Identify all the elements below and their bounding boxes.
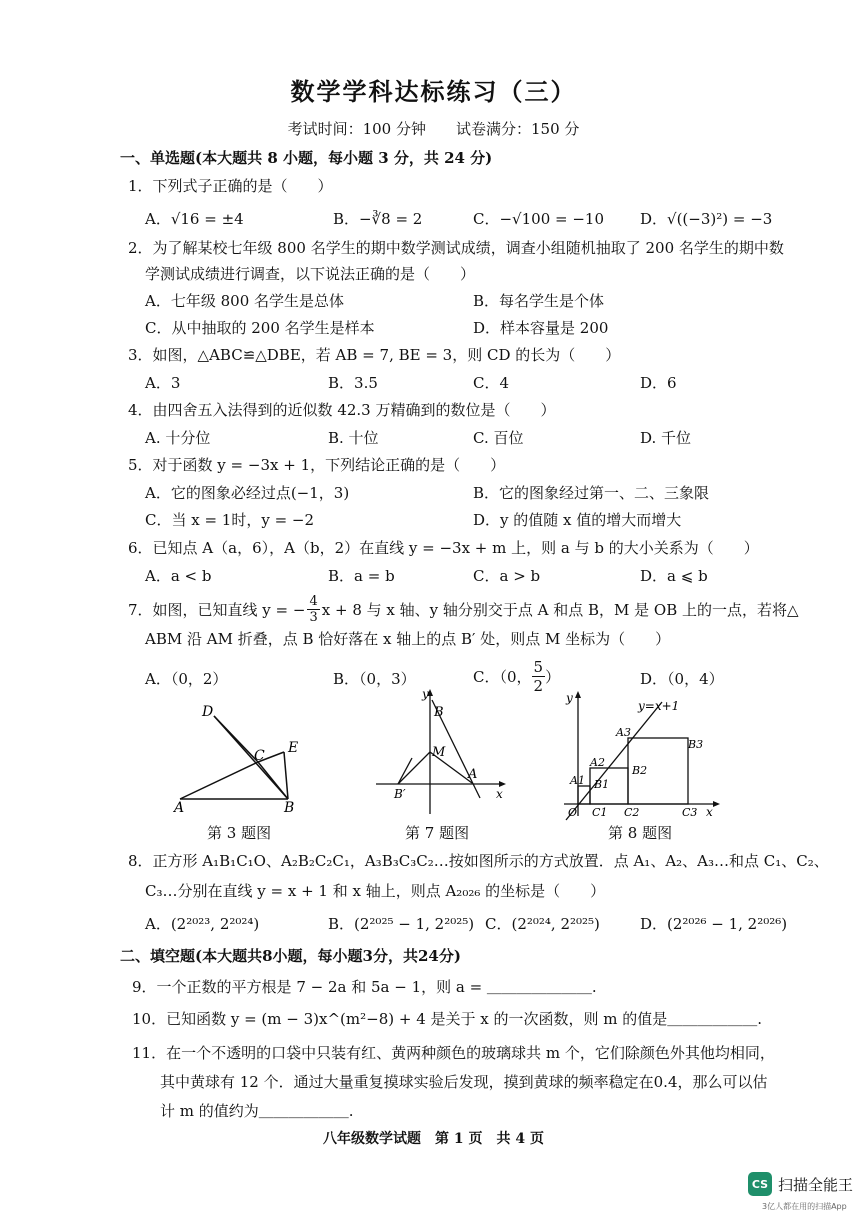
q7-optc-post: ）	[545, 668, 561, 686]
scanner-app-tagline: 3亿人都在用的扫描App	[762, 1202, 847, 1211]
fig7-seg-bpm	[398, 752, 430, 784]
figure-7-caption: 第 7 题图	[405, 824, 470, 842]
fig7-label-a: A	[468, 767, 478, 782]
question-2-line2: 学测试成绩进行调查，以下说法正确的是（ ）	[145, 265, 476, 283]
q7-option-b: B．（0，3）	[333, 670, 416, 688]
exam-info: 考试时间：100 分钟 试卷满分：150 分	[287, 120, 580, 138]
q2-option-a: A．七年级 800 名学生是总体	[145, 292, 345, 310]
fig8-label-c2: C2	[624, 806, 640, 819]
fig8-label-c1: C1	[592, 806, 608, 819]
fig8-y-arrow	[575, 691, 581, 698]
q6-option-b: B．a = b	[328, 567, 395, 585]
q6-option-c: C．a > b	[473, 567, 541, 585]
fig7-seg-bpb	[398, 758, 412, 784]
q6-option-a: A．a < b	[145, 567, 212, 585]
fig3-seg-ac	[180, 762, 258, 799]
question-4-stem: 4．由四舍五入法得到的近似数 42.3 万精确到的数位是（ ）	[128, 401, 556, 419]
q5-option-a: A．它的图象必经过点(−1，3)	[145, 484, 350, 502]
q7-optc-den: 2	[533, 677, 544, 695]
q5-option-d: D．y 的值随 x 值的增大而增大	[473, 511, 682, 529]
fig8-label-c3: C3	[682, 806, 698, 819]
page-title: 数学学科达标练习（三）	[290, 78, 577, 106]
q4-option-c: C. 百位	[473, 429, 524, 447]
question-5-stem: 5．对于函数 y = −3x + 1，下列结论正确的是（ ）	[128, 456, 506, 474]
q7-option-d: D．（0，4）	[640, 670, 724, 688]
figure-8	[558, 688, 724, 822]
q7-option-a: A．（0，2）	[145, 670, 228, 688]
q5-option-c: C．当 x = 1时，y = −2	[145, 511, 315, 529]
fig7-label-m: M	[432, 745, 446, 760]
fig3-label-e: E	[288, 740, 299, 756]
fig8-label-a1: A1	[570, 774, 585, 787]
question-3-stem: 3．如图，△ABC≌△DBE，若 AB = 7, BE = 3，则 CD 的长为（ ）	[128, 346, 621, 364]
fig3-label-a: A	[174, 800, 185, 816]
fig3-label-c: C	[254, 748, 265, 764]
figure-3-caption: 第 3 题图	[207, 824, 272, 842]
fig8-label-y: y	[566, 691, 573, 705]
question-6-stem: 6．已知点 A（a，6），A（b，2）在直线 y = −3x + m 上，则 a 与 b 的大小关系为（ ）	[128, 539, 759, 557]
q6-option-d: D．a ⩽ b	[640, 567, 708, 585]
q5-option-b: B．它的图象经过第一、二、三象限	[473, 484, 710, 502]
q7-text-pre: 7．如图，已知直线 y = −	[128, 601, 306, 619]
section-heading-2: 二、填空题(本大题共8小题，每小题3分，共24分)	[120, 947, 461, 965]
fig7-label-b: B	[434, 705, 444, 720]
fig8-label-x: x	[706, 805, 713, 819]
figure-3	[170, 700, 320, 822]
q8-option-c: C．(2²⁰²⁴, 2²⁰²⁵)	[485, 915, 600, 933]
q1-option-a: A．√16 = ±4	[145, 210, 244, 228]
fig8-label-b1: B1	[594, 778, 610, 791]
scanner-logo-icon: CS	[748, 1172, 772, 1196]
fig8-x-arrow	[713, 801, 720, 807]
q7-text-post: x + 8 与 x 轴、y 轴分别交于点 A 和点 B，M 是 OB 上的一点，若将△	[321, 601, 799, 619]
page-footer: 八年级数学试题 第 1 页 共 4 页	[323, 1131, 544, 1147]
figure-7	[368, 686, 510, 822]
question-9-stem: 9．一个正数的平方根是 7 − 2a 和 5a − 1，则 a = ＿＿＿＿＿＿＿.	[132, 978, 597, 996]
question-10-stem: 10．已知函数 y = (m − 3)x^(m²−8) + 4 是关于 x 的一次函数，则 m 的值是＿＿＿＿＿＿.	[132, 1010, 763, 1028]
fig8-square-1	[578, 786, 590, 804]
q2-option-b: B．每名学生是个体	[473, 292, 605, 310]
fig8-label-b2: B2	[632, 764, 648, 777]
fig7-label-x: x	[496, 787, 503, 801]
question-11-line3: 计 m 的值约为＿＿＿＿＿＿.	[160, 1102, 354, 1120]
q4-option-d: D. 千位	[640, 429, 692, 447]
q1-option-d: D．√((−3)²) = −3	[640, 210, 773, 228]
fig8-label-a2: A2	[590, 756, 605, 769]
fig8-label-a3: A3	[616, 726, 631, 739]
question-8-line2: C₃…分别在直线 y = x + 1 和 x 轴上，则点 A₂₀₂₆ 的坐标是（ ）	[145, 882, 606, 900]
q3-option-b: B．3.5	[328, 374, 378, 392]
q8-option-a: A．(2²⁰²³, 2²⁰²⁴)	[145, 915, 260, 933]
q7-optc-pre: C．（0，	[473, 668, 532, 686]
q1-option-b: B．−∛8 = 2	[333, 210, 423, 228]
q7-fraction	[307, 594, 319, 625]
q3-option-d: D．6	[640, 374, 677, 392]
scanner-app-name: 扫描全能王	[778, 1176, 854, 1194]
q2-option-d: D．样本容量是 200	[473, 319, 609, 337]
q3-option-a: A．3	[145, 374, 181, 392]
question-11-line2: 其中黄球有 12 个．通过大量重复摸球实验后发现，摸到黄球的频率稳定在0.4，那么可以估	[160, 1073, 768, 1091]
fig3-label-b: B	[284, 800, 295, 816]
fig7-label-bprime: B′	[394, 787, 406, 801]
section-heading: 一、单选题(本大题共 8 小题，每小题 3 分，共 24 分)	[120, 149, 493, 167]
question-7-line1	[128, 594, 799, 625]
q2-option-c: C．从中抽取的 200 名学生是样本	[145, 319, 375, 337]
q7-optc-fraction	[532, 658, 546, 695]
question-11-line1: 11．在一个不透明的口袋中只装有红、黄两种颜色的玻璃球共 m 个，它们除颜色外其他均相同，	[132, 1044, 775, 1062]
q7-frac-den: 3	[309, 610, 318, 625]
fig8-label-o: O	[568, 806, 578, 819]
q8-option-b: B．(2²⁰²⁵ − 1, 2²⁰²⁵)	[328, 915, 475, 933]
q4-option-a: A. 十分位	[145, 429, 211, 447]
q7-frac-num: 4	[309, 594, 318, 609]
q1-option-c: C．−√100 = −10	[473, 210, 604, 228]
q3-option-c: C．4	[473, 374, 510, 392]
question-8-line1: 8．正方形 A₁B₁C₁O、A₂B₂C₂C₁，A₃B₃C₃C₂…按如图所示的方式放置．点 A₁、A₂、A₃…和点 C₁、C₂、	[128, 852, 829, 870]
fig8-label-line: y=x+1	[638, 699, 680, 713]
fig3-seg-dc	[214, 716, 258, 762]
q7-optc-num: 5	[533, 658, 544, 676]
fig3-seg-cb	[258, 762, 288, 799]
question-1-stem: 1．下列式子正确的是（ ）	[128, 177, 333, 195]
fig8-line	[566, 702, 662, 820]
q4-option-b: B. 十位	[328, 429, 379, 447]
fig7-label-y: y	[422, 687, 429, 701]
question-7-line2: ABM 沿 AM 折叠，点 B 恰好落在 x 轴上的点 B′ 处，则点 M 坐标为（ ）	[145, 630, 671, 648]
fig8-label-b3: B3	[688, 738, 704, 751]
question-2-line1: 2．为了解某校七年级 800 名学生的期中数学测试成绩，调查小组随机抽取了 200 名学生的期中数	[128, 239, 784, 257]
fig3-seg-eb	[284, 752, 288, 799]
figure-8-caption: 第 8 题图	[608, 824, 673, 842]
fig3-label-d: D	[202, 704, 214, 720]
q8-option-d: D．(2²⁰²⁶ − 1, 2²⁰²⁶)	[640, 915, 788, 933]
